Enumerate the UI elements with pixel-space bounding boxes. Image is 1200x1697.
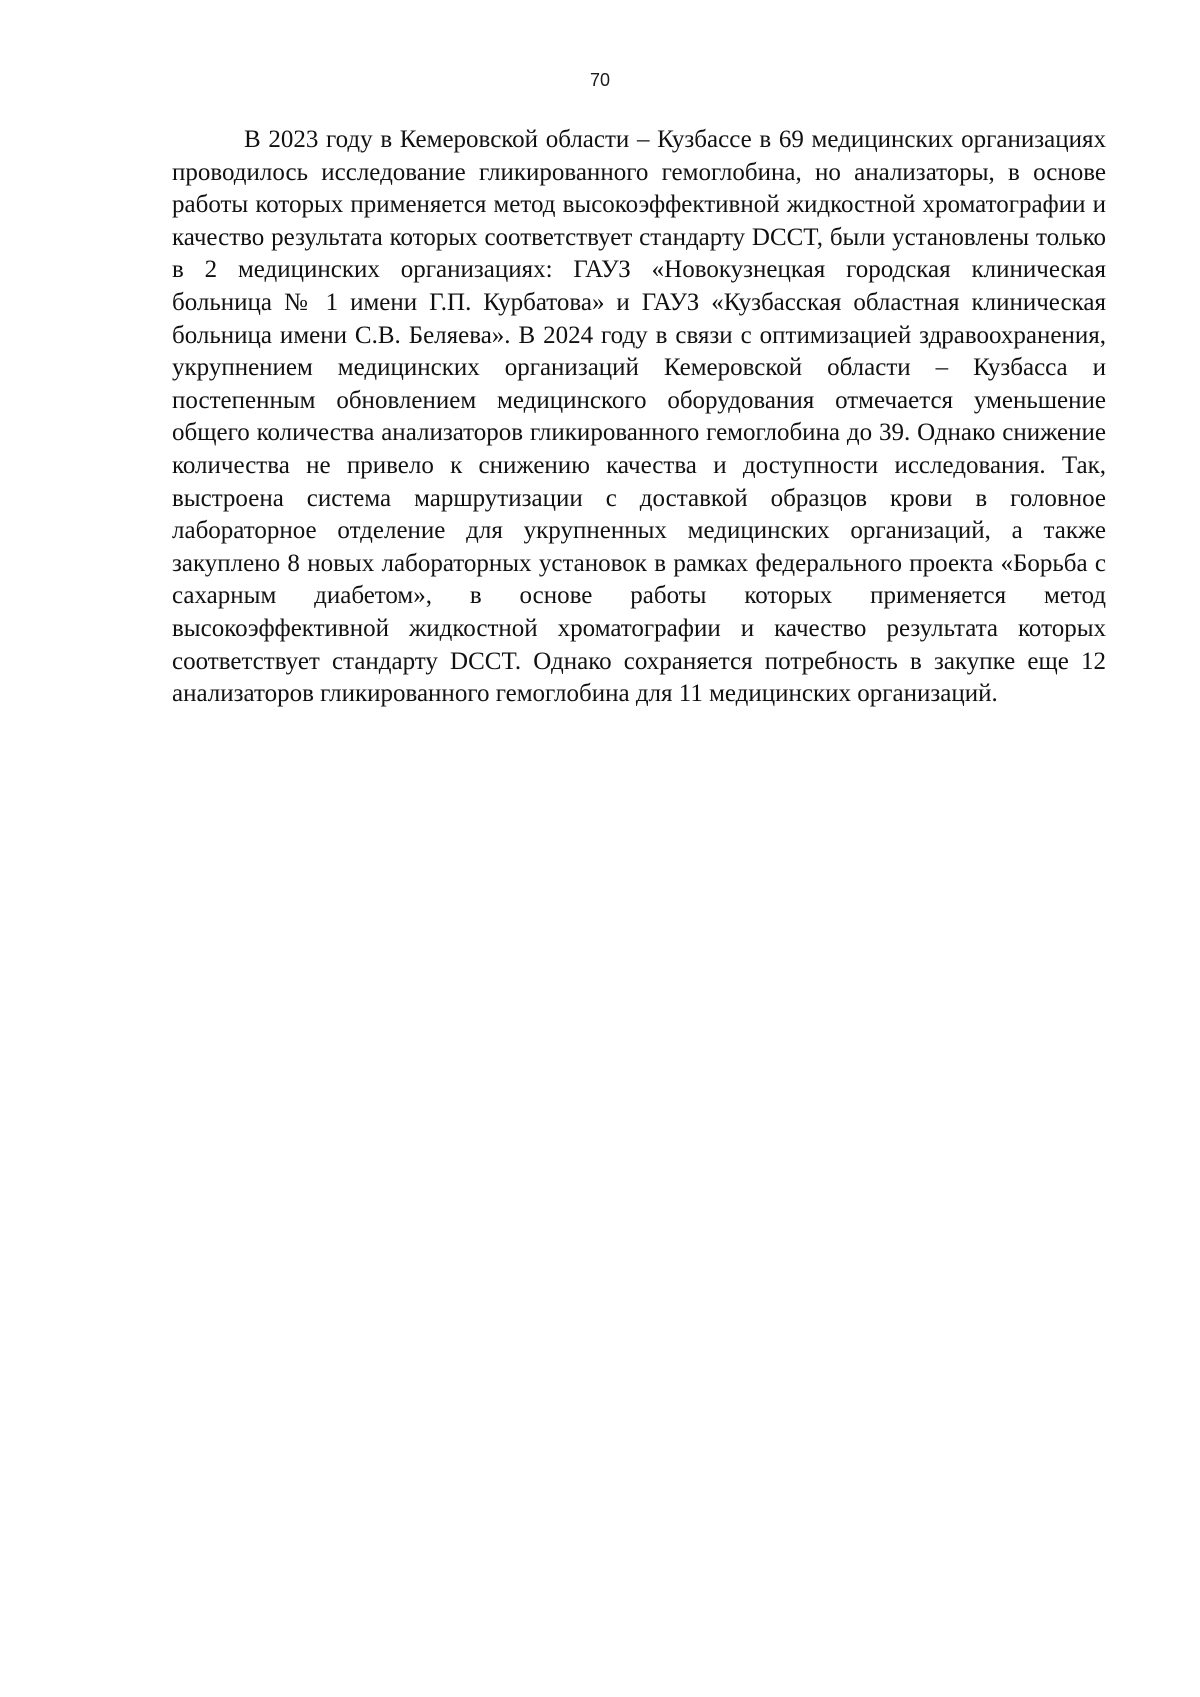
body-paragraph: В 2023 году в Кемеровской области – Кузбассе в 69 медицинских организациях проводилось исследование гликированного гемоглобина, но анализаторы, в основе работы которых применяется метод высокоэффективной жидкостной хроматографии и качество результата которых соответствует стандарту DCCT, были установлены только в 2 медицинских организациях: ГАУЗ «Новокузнецкая городская клиническая больница № 1 имени Г.П. Курбатова» и ГАУЗ «Кузбасская областная клиническая больница имени С.В. Беляева». В 2024 году в связи с оптимизацией здравоохранения, укрупнением медицинских организаций Кемеровской области – Кузбасса и постепенным обновлением медицинского оборудования отмечается уменьшение общего количества анализаторов гликированного гемоглобина до 39. Однако снижение количества не привело к снижению качества и доступности исследования. Так, выстроена система маршрутизации с доставкой образцов крови в головное лабораторное отделение для укрупненных медицинских организаций, а также закуплено 8 новых лабораторных установок в рамках федерального проекта «Борьба с сахарным диабетом», в основе работы которых применяется метод высокоэффективной жидкостной хроматографии и качество результата которых соответствует стандарту DCCT. Однако сохраняется потребность в закупке еще 12 анализаторов гликированного гемоглобина для 11 медицинских организаций. xyxy=(172,126,1106,708)
page-number: 70 xyxy=(589,70,611,90)
